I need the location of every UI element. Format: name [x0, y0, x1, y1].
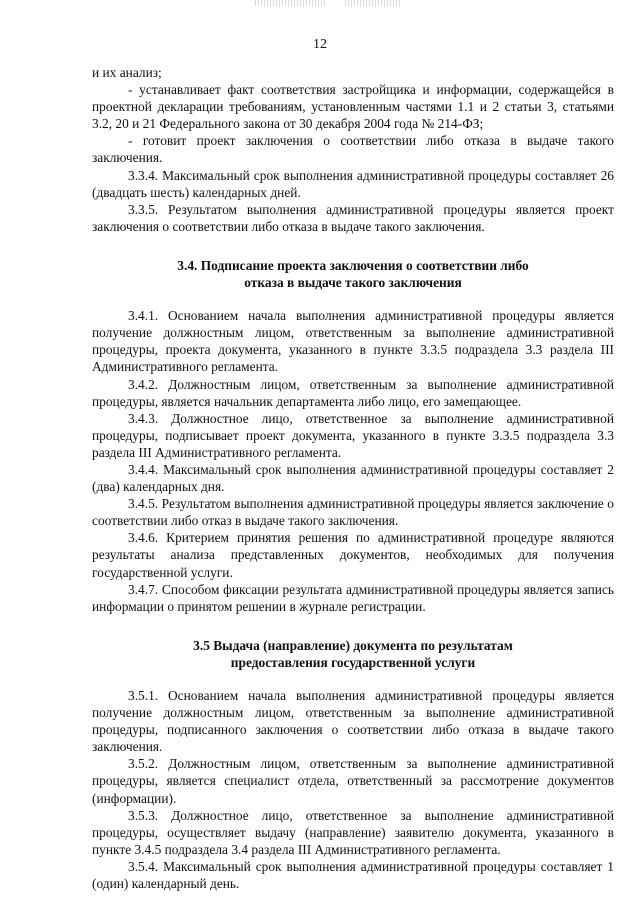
- heading-line: отказа в выдаче такого заключения: [244, 275, 462, 291]
- paragraph: 3.5.1. Основанием начала выполнения административной процедуры является получение должностным лицом, ответственным за выполнение административной процедуры, подписанного заключения о соответствии либо отказа в выдаче такого заключения.: [92, 688, 614, 755]
- paragraph: 3.4.5. Результатом выполнения административной процедуры является заключение о соответствии либо отказ в выдаче такого заключения.: [92, 496, 614, 529]
- document-body: [92, 64, 614, 892]
- paragraph: - устанавливает факт соответствия застройщика и информации, содержащейся в проектной декларации требованиям, установленным частями 1.1 и 2 статьи 3, статьями 3.2, 20 и 21 Федерального закона от 30 декабря 2004 года № 214-ФЗ;: [92, 82, 614, 132]
- paragraph: 3.3.5. Результатом выполнения административной процедуры является проект заключения о соответствии либо отказа в выдаче такого заключения.: [92, 201, 614, 234]
- heading-line: 3.4. Подписание проекта заключения о соответствии либо: [177, 257, 529, 273]
- paragraph: 3.3.4. Максимальный срок выполнения административной процедуры составляет 26 (двадцать шесть) календарных дней.: [92, 167, 614, 200]
- heading-line: 3.5 Выдача (направление) документа по результатам: [193, 637, 513, 653]
- paragraph: 3.4.1. Основанием начала выполнения административной процедуры является получение должностным лицом, ответственным за выполнение административной процедуры, проекта документа, указанного в пункте 3.3.5 подраздела 3.3 раздела III Административного регламента.: [92, 308, 614, 375]
- section-heading-3-4: [92, 257, 614, 291]
- paragraph: 3.5.3. Должностное лицо, ответственное за выполнение административной процедуры, осуществляет выдачу (направление) заявителю документа, указанного в пункте 3.4.5 подраздела 3.4 раздела III Административного регламента.: [92, 807, 614, 857]
- paragraph: 3.4.4. Максимальный срок выполнения административной процедуры составляет 2 (два) календарных дня.: [92, 461, 614, 495]
- paragraph: 3.4.6. Критерием принятия решения по административной процедуре являются результаты анализа представленных документов, необходимых для получения государственной услуги.: [92, 530, 614, 580]
- paragraph: и их анализ;: [92, 65, 162, 80]
- scan-artifact: [255, 0, 325, 6]
- paragraph: 3.5.4. Максимальный срок выполнения административной процедуры составляет 1 (один) календарный день.: [92, 858, 614, 892]
- heading-line: предоставления государственной услуги: [230, 654, 476, 670]
- paragraph: - готовит проект заключения о соответствии либо отказа в выдаче такого заключения.: [92, 133, 614, 166]
- paragraph: 3.4.2. Должностным лицом, ответственным за выполнение административной процедуры, является начальник департамента либо лицо, его замещающее.: [92, 376, 614, 409]
- paragraph: 3.4.7. Способом фиксации результата административной процедуры является запись информации о принятом решении в журнале регистрации.: [92, 581, 614, 614]
- section-heading-3-5: [92, 637, 614, 671]
- paragraph: 3.5.2. Должностным лицом, ответственным за выполнение административной процедуры, является специалист отдела, ответственный за рассмотрение документов (информации).: [92, 756, 614, 806]
- page-number: 12: [313, 37, 327, 52]
- paragraph: 3.4.3. Должностное лицо, ответственное за выполнение административной процедуры, подписывает проект документа, указанного в пункте 3.3.5 подраздела 3.3 раздела III Административного регламента.: [92, 410, 614, 460]
- scan-artifact: [345, 0, 400, 6]
